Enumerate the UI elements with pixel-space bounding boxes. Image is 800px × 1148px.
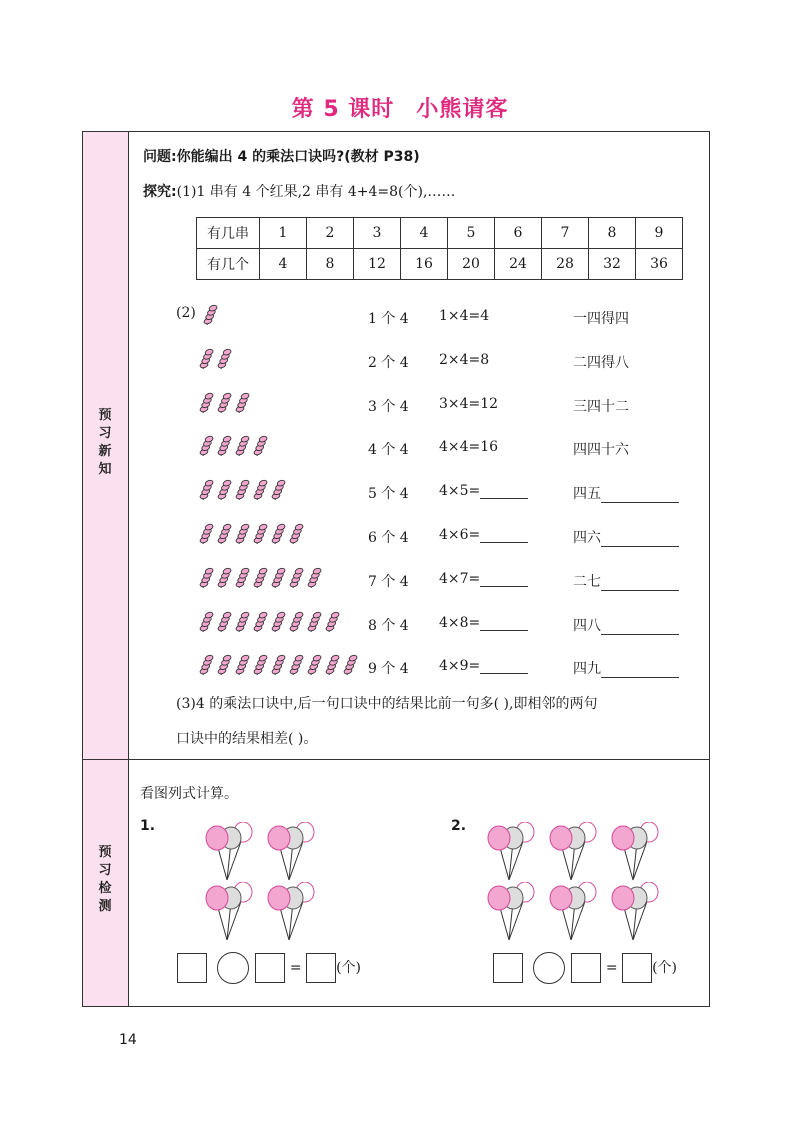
- explore-step1-text: (1)1 串有 4 个红果,2 串有 4+4=8(个),……: [176, 184, 456, 200]
- fruit-skewer-icon: [271, 566, 286, 590]
- fruit-skewer-icon: [307, 566, 322, 590]
- equals-sign: =: [289, 960, 302, 976]
- fruit-skewer-icon: [199, 610, 214, 634]
- table-cell: 9: [636, 218, 683, 249]
- operator-circle[interactable]: [217, 952, 249, 984]
- fruit-skewer-icon: [199, 434, 214, 458]
- fruit-skewer-icon: [253, 610, 268, 634]
- chant-row: [83, 517, 709, 557]
- answer-box[interactable]: [571, 953, 601, 983]
- fruit-skewer-icon: [217, 522, 232, 546]
- answer-blank[interactable]: [480, 659, 528, 674]
- chant-row: [83, 605, 709, 645]
- fruit-skewer-icon: [253, 653, 268, 677]
- explore-step2-label: (2): [176, 305, 196, 321]
- chant: [573, 396, 629, 416]
- multiple-text: 1 个 4: [368, 311, 409, 327]
- table-cell: 8: [307, 249, 354, 280]
- fruit-skewer-icon: [217, 566, 232, 590]
- table-row-items: [197, 249, 683, 280]
- equation-2: [493, 952, 677, 984]
- table-cell: 2: [307, 218, 354, 249]
- balloon-bunch-icon: [609, 882, 665, 942]
- equation-1: [177, 952, 361, 984]
- multiple-text: 9 个 4: [368, 661, 409, 678]
- table-cell: 3: [354, 218, 401, 249]
- fruit-skewer-icon: [235, 522, 250, 546]
- fruit-skewer-icon: [199, 653, 214, 677]
- lesson-number: 第 5 课时: [291, 97, 395, 122]
- chant-text: 四四十六: [573, 442, 629, 459]
- table-cell: 5: [448, 218, 495, 249]
- problem-1-label: 1.: [140, 818, 156, 834]
- table-row-strings: [197, 218, 683, 249]
- fruit-skewer-icon: [271, 653, 286, 677]
- answer-blank[interactable]: [480, 616, 528, 631]
- chant-row: [83, 429, 709, 469]
- answer-box[interactable]: [255, 953, 285, 983]
- table-header-strings: 有几串: [197, 218, 260, 249]
- balloon-bunch-icon: [547, 822, 603, 882]
- table-cell: 12: [354, 249, 401, 280]
- fruit-skewer-icon: [235, 653, 250, 677]
- balloon-bunch-icon: [265, 882, 321, 942]
- fruit-skewer-icon: [217, 434, 232, 458]
- chant-row: [83, 561, 709, 601]
- fruit-skewer-icon: [253, 566, 268, 590]
- chant: [573, 527, 679, 547]
- chant-text: 一四得四: [573, 311, 629, 327]
- chant-row: [83, 386, 709, 426]
- chant: [573, 352, 629, 372]
- chant-blank[interactable]: [601, 663, 679, 678]
- expression-text: 4×9=: [439, 658, 481, 675]
- chant: [573, 571, 679, 591]
- explore-step3-line2: 口诀中的结果相差( )。: [176, 731, 318, 747]
- question-text: 问题:你能编出 4 的乘法口诀吗?(教材 P38): [143, 149, 420, 165]
- multiple-text: 5 个 4: [368, 486, 409, 503]
- expression-text: 4×5=: [439, 483, 481, 500]
- balloon-bunch-icon: [547, 882, 603, 942]
- problem-2-label: 2.: [451, 818, 467, 834]
- fruit-skewer-icon: [289, 522, 304, 546]
- table-cell: 7: [542, 218, 589, 249]
- operator-circle[interactable]: [533, 952, 565, 984]
- chant-blank[interactable]: [601, 488, 679, 503]
- check-label: 预 习 检 测: [98, 845, 112, 914]
- chant: [573, 439, 629, 459]
- chant-text: 四八: [573, 617, 601, 634]
- fruit-skewer-icon: [253, 478, 268, 502]
- chant-text: 二四得八: [573, 354, 629, 371]
- fruit-skewer-icon: [199, 391, 214, 415]
- multiple-text: 8 个 4: [368, 617, 409, 634]
- expression: [439, 527, 528, 543]
- chant-text: 四五: [573, 486, 601, 503]
- fruit-skewer-icon: [253, 434, 268, 458]
- table-cell: 4: [260, 249, 307, 280]
- fruit-skewers: [199, 478, 286, 506]
- fruit-skewer-icon: [235, 610, 250, 634]
- explore-prefix: 探究:: [143, 184, 177, 200]
- fruit-skewer-icon: [235, 566, 250, 590]
- page-number: 14: [119, 1032, 137, 1048]
- explore-step1: [143, 181, 455, 201]
- lesson-topic: 小熊请客: [416, 97, 509, 122]
- table-cell: 16: [401, 249, 448, 280]
- fruit-skewer-icon: [217, 478, 232, 502]
- worksheet-frame: [82, 131, 710, 1007]
- answer-box[interactable]: [493, 953, 523, 983]
- count-table: [196, 217, 683, 280]
- fruit-skewer-icon: [325, 653, 340, 677]
- fruit-skewer-icon: [271, 522, 286, 546]
- fruit-skewer-icon: [235, 478, 250, 502]
- fruit-skewer-icon: [217, 391, 232, 415]
- table-cell: 32: [589, 249, 636, 280]
- fruit-skewer-icon: [199, 522, 214, 546]
- table-cell: 4: [401, 218, 448, 249]
- chant-row: [83, 298, 709, 338]
- fruit-skewers: [199, 653, 358, 681]
- multiple-text: 2 个 4: [368, 354, 409, 371]
- fruit-skewer-icon: [289, 610, 304, 634]
- fruit-skewer-icon: [271, 478, 286, 502]
- chant-row: [83, 473, 709, 513]
- expression: [439, 615, 528, 631]
- fruit-skewer-icon: [307, 653, 322, 677]
- chant: [573, 615, 679, 635]
- chant-text: 四六: [573, 530, 601, 546]
- answer-box[interactable]: [622, 953, 652, 983]
- expression: [439, 308, 489, 324]
- expression: [439, 483, 528, 499]
- fruit-skewer-icon: [271, 610, 286, 634]
- table-cell: 24: [495, 249, 542, 280]
- check-side-panel: [83, 759, 129, 1006]
- expression-text: 2×4=8: [439, 351, 490, 368]
- fruit-skewer-icon: [217, 610, 232, 634]
- table-cell: 20: [448, 249, 495, 280]
- balloon-bunch-icon: [609, 822, 665, 882]
- fruit-skewer-icon: [199, 478, 214, 502]
- balloon-bunch-icon: [203, 882, 259, 942]
- chant: [573, 308, 629, 328]
- expression-text: 4×7=: [439, 570, 481, 587]
- expression: [439, 439, 498, 455]
- fruit-skewer-icon: [217, 347, 232, 371]
- expression-text: 4×4=16: [439, 439, 499, 456]
- section-divider: [83, 759, 709, 760]
- expression-text: 1×4=4: [439, 308, 490, 324]
- fruit-skewer-icon: [203, 303, 218, 327]
- chant-row: [83, 342, 709, 382]
- fruit-skewer-icon: [199, 347, 214, 371]
- answer-blank[interactable]: [480, 528, 528, 543]
- fruit-skewer-icon: [235, 434, 250, 458]
- fruit-skewers: [199, 347, 232, 375]
- fruit-skewer-icon: [307, 610, 322, 634]
- chant-text: 四九: [573, 661, 601, 678]
- fruit-skewers: [199, 610, 340, 638]
- chant-text: 二七: [573, 573, 601, 590]
- unit-label: (个): [336, 960, 362, 976]
- balloon-bunch-icon: [485, 822, 541, 882]
- page-title: [0, 92, 800, 123]
- fruit-skewer-icon: [217, 653, 232, 677]
- fruit-skewers: [199, 391, 250, 419]
- expression: [439, 658, 528, 674]
- table-header-items: 有几个: [197, 249, 260, 280]
- table-cell: 28: [542, 249, 589, 280]
- expression: [439, 571, 528, 587]
- expression-text: 3×4=12: [439, 395, 499, 412]
- fruit-skewers: [199, 434, 268, 462]
- expression: [439, 352, 489, 368]
- multiple-text: 6 个 4: [368, 530, 409, 546]
- table-cell: 8: [589, 218, 636, 249]
- fruit-skewer-icon: [235, 391, 250, 415]
- fruit-skewer-icon: [199, 566, 214, 590]
- preview-label: 预 习 新 知: [98, 408, 112, 477]
- fruit-skewers: [199, 566, 322, 594]
- multiple-text: 3 个 4: [368, 398, 409, 415]
- explore-step3-line1: (3)4 的乘法口诀中,后一句口诀中的结果比前一句多( ),即相邻的两句: [176, 696, 598, 712]
- expression: [439, 396, 498, 412]
- fruit-skewer-icon: [289, 653, 304, 677]
- table-cell: 6: [495, 218, 542, 249]
- unit-label: (个): [652, 960, 678, 976]
- answer-box[interactable]: [306, 953, 336, 983]
- fruit-skewer-icon: [343, 653, 358, 677]
- balloon-bunch-icon: [265, 822, 321, 882]
- multiple-text: 7 个 4: [368, 573, 409, 590]
- fruit-skewers: [199, 522, 304, 550]
- chant-blank[interactable]: [601, 576, 679, 591]
- fruit-skewers: [203, 303, 218, 331]
- balloon-bunch-icon: [203, 822, 259, 882]
- expression-text: 4×6=: [439, 527, 481, 543]
- chant-blank[interactable]: [601, 620, 679, 635]
- fruit-skewer-icon: [253, 522, 268, 546]
- chant-blank[interactable]: [601, 532, 679, 547]
- fruit-skewer-icon: [289, 566, 304, 590]
- answer-blank[interactable]: [480, 572, 528, 587]
- table-cell: 36: [636, 249, 683, 280]
- answer-box[interactable]: [177, 953, 207, 983]
- fruit-skewer-icon: [325, 610, 340, 634]
- chant: [573, 658, 679, 678]
- equals-sign: =: [605, 960, 618, 976]
- chant: [573, 483, 679, 503]
- expression-text: 4×8=: [439, 614, 481, 631]
- multiple-text: 4 个 4: [368, 442, 409, 459]
- chant-row: [83, 648, 709, 688]
- answer-blank[interactable]: [480, 484, 528, 499]
- chant-text: 三四十二: [573, 398, 629, 415]
- table-cell: 1: [260, 218, 307, 249]
- balloon-bunch-icon: [485, 882, 541, 942]
- check-instruction: 看图列式计算。: [140, 786, 238, 802]
